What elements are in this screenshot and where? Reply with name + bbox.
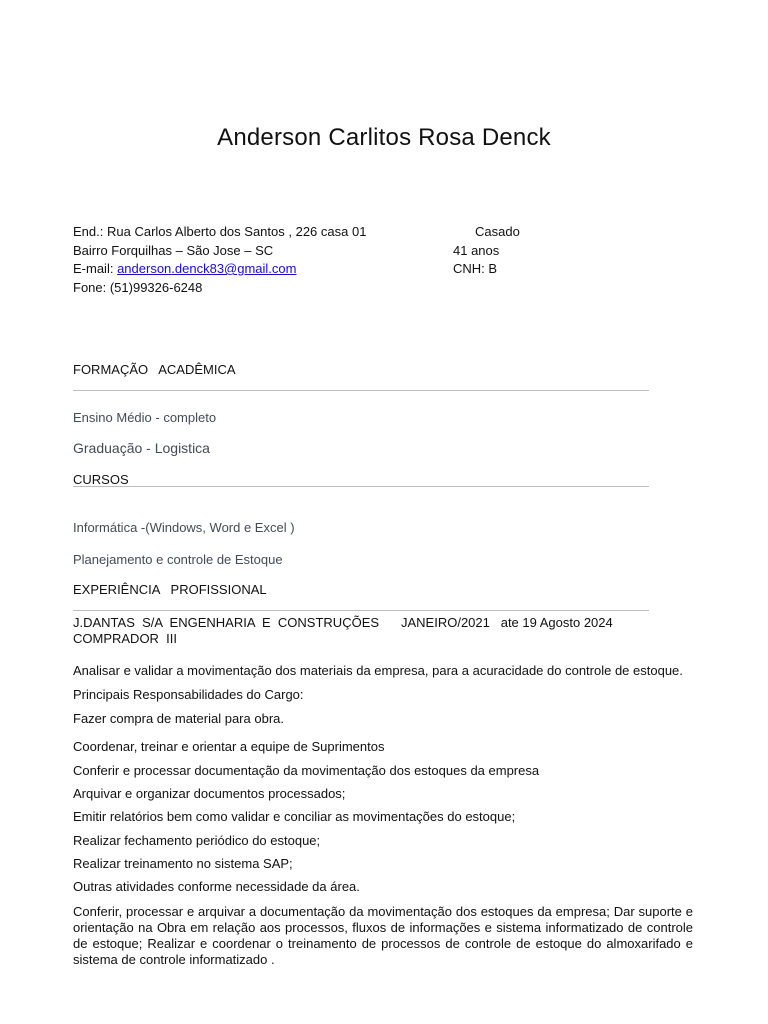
responsibilities-heading: Principais Responsabilidades do Cargo: [73,687,304,702]
responsibility-item: Coordenar, treinar e orientar a equipe de Suprimentos [73,739,385,754]
course-item: Informática -(Windows, Word e Excel ) [73,520,295,535]
phone-line: Fone: (51)99326-6248 [73,280,203,295]
responsibility-item: Arquivar e organizar documentos processados; [73,786,346,801]
education-item: Graduação - Logistica [73,440,210,456]
address-value: Rua Carlos Alberto dos Santos , 226 casa 01 [106,224,367,239]
responsibility-item: Emitir relatórios bem como validar e conciliar as movimentações do estoque; [73,809,516,824]
experience-heading: EXPERIÊNCIA PROFISSIONAL [73,582,267,597]
address-line [73,224,366,240]
company-name: J.DANTAS S/A ENGENHARIA E CONSTRUÇÕES [73,615,380,630]
job-role: COMPRADOR III [73,631,178,646]
responsibility-item: Conferir e processar documentação da movimentação dos estoques da empresa [73,763,540,778]
responsibilities-paragraph: Conferir, processar e arquivar a documentação da movimentação dos estoques da empresa; Dar suporte e orientação na Obra em relação aos processos, fluxos de informações e sistema informatizado de controle de estoque; Realizar e coordenar o treinamento de processos de controle de estoque do almoxarifado e sistema de controle informatizado . [73,904,693,967]
responsibility-item: Outras atividades conforme necessidade da área. [73,879,360,894]
marital-status: Casado [475,224,520,239]
education-heading: FORMAÇÃO ACADÊMICA [73,362,236,377]
courses-heading: CURSOS [73,472,129,487]
course-item: Planejamento e controle de Estoque [73,552,283,567]
age: 41 anos [453,243,500,258]
responsibility-item: Realizar treinamento no sistema SAP; [73,856,293,871]
courses-divider [73,486,649,487]
responsibility-item: Fazer compra de material para obra. [73,711,284,726]
address-label: End.: [73,224,104,239]
experience-divider [73,610,649,611]
employment-period: JANEIRO/2021 ate 19 Agosto 2024 [401,615,613,630]
candidate-name: Anderson Carlitos Rosa Denck [217,124,551,151]
job-summary: Analisar e validar a movimentação dos materiais da empresa, para a acuracidade do controle de estoque. [73,663,683,678]
email-link[interactable]: anderson.denck83@gmail.com [117,261,297,276]
neighborhood-line: Bairro Forquilhas – São Jose – SC [73,243,274,258]
email-label: E-mail: [73,261,114,276]
responsibility-item: Realizar fechamento periódico do estoque; [73,833,321,848]
education-item: Ensino Médio - completo [73,410,217,425]
driver-license: CNH: B [453,261,498,276]
email-line [73,261,296,277]
education-divider [73,390,649,391]
